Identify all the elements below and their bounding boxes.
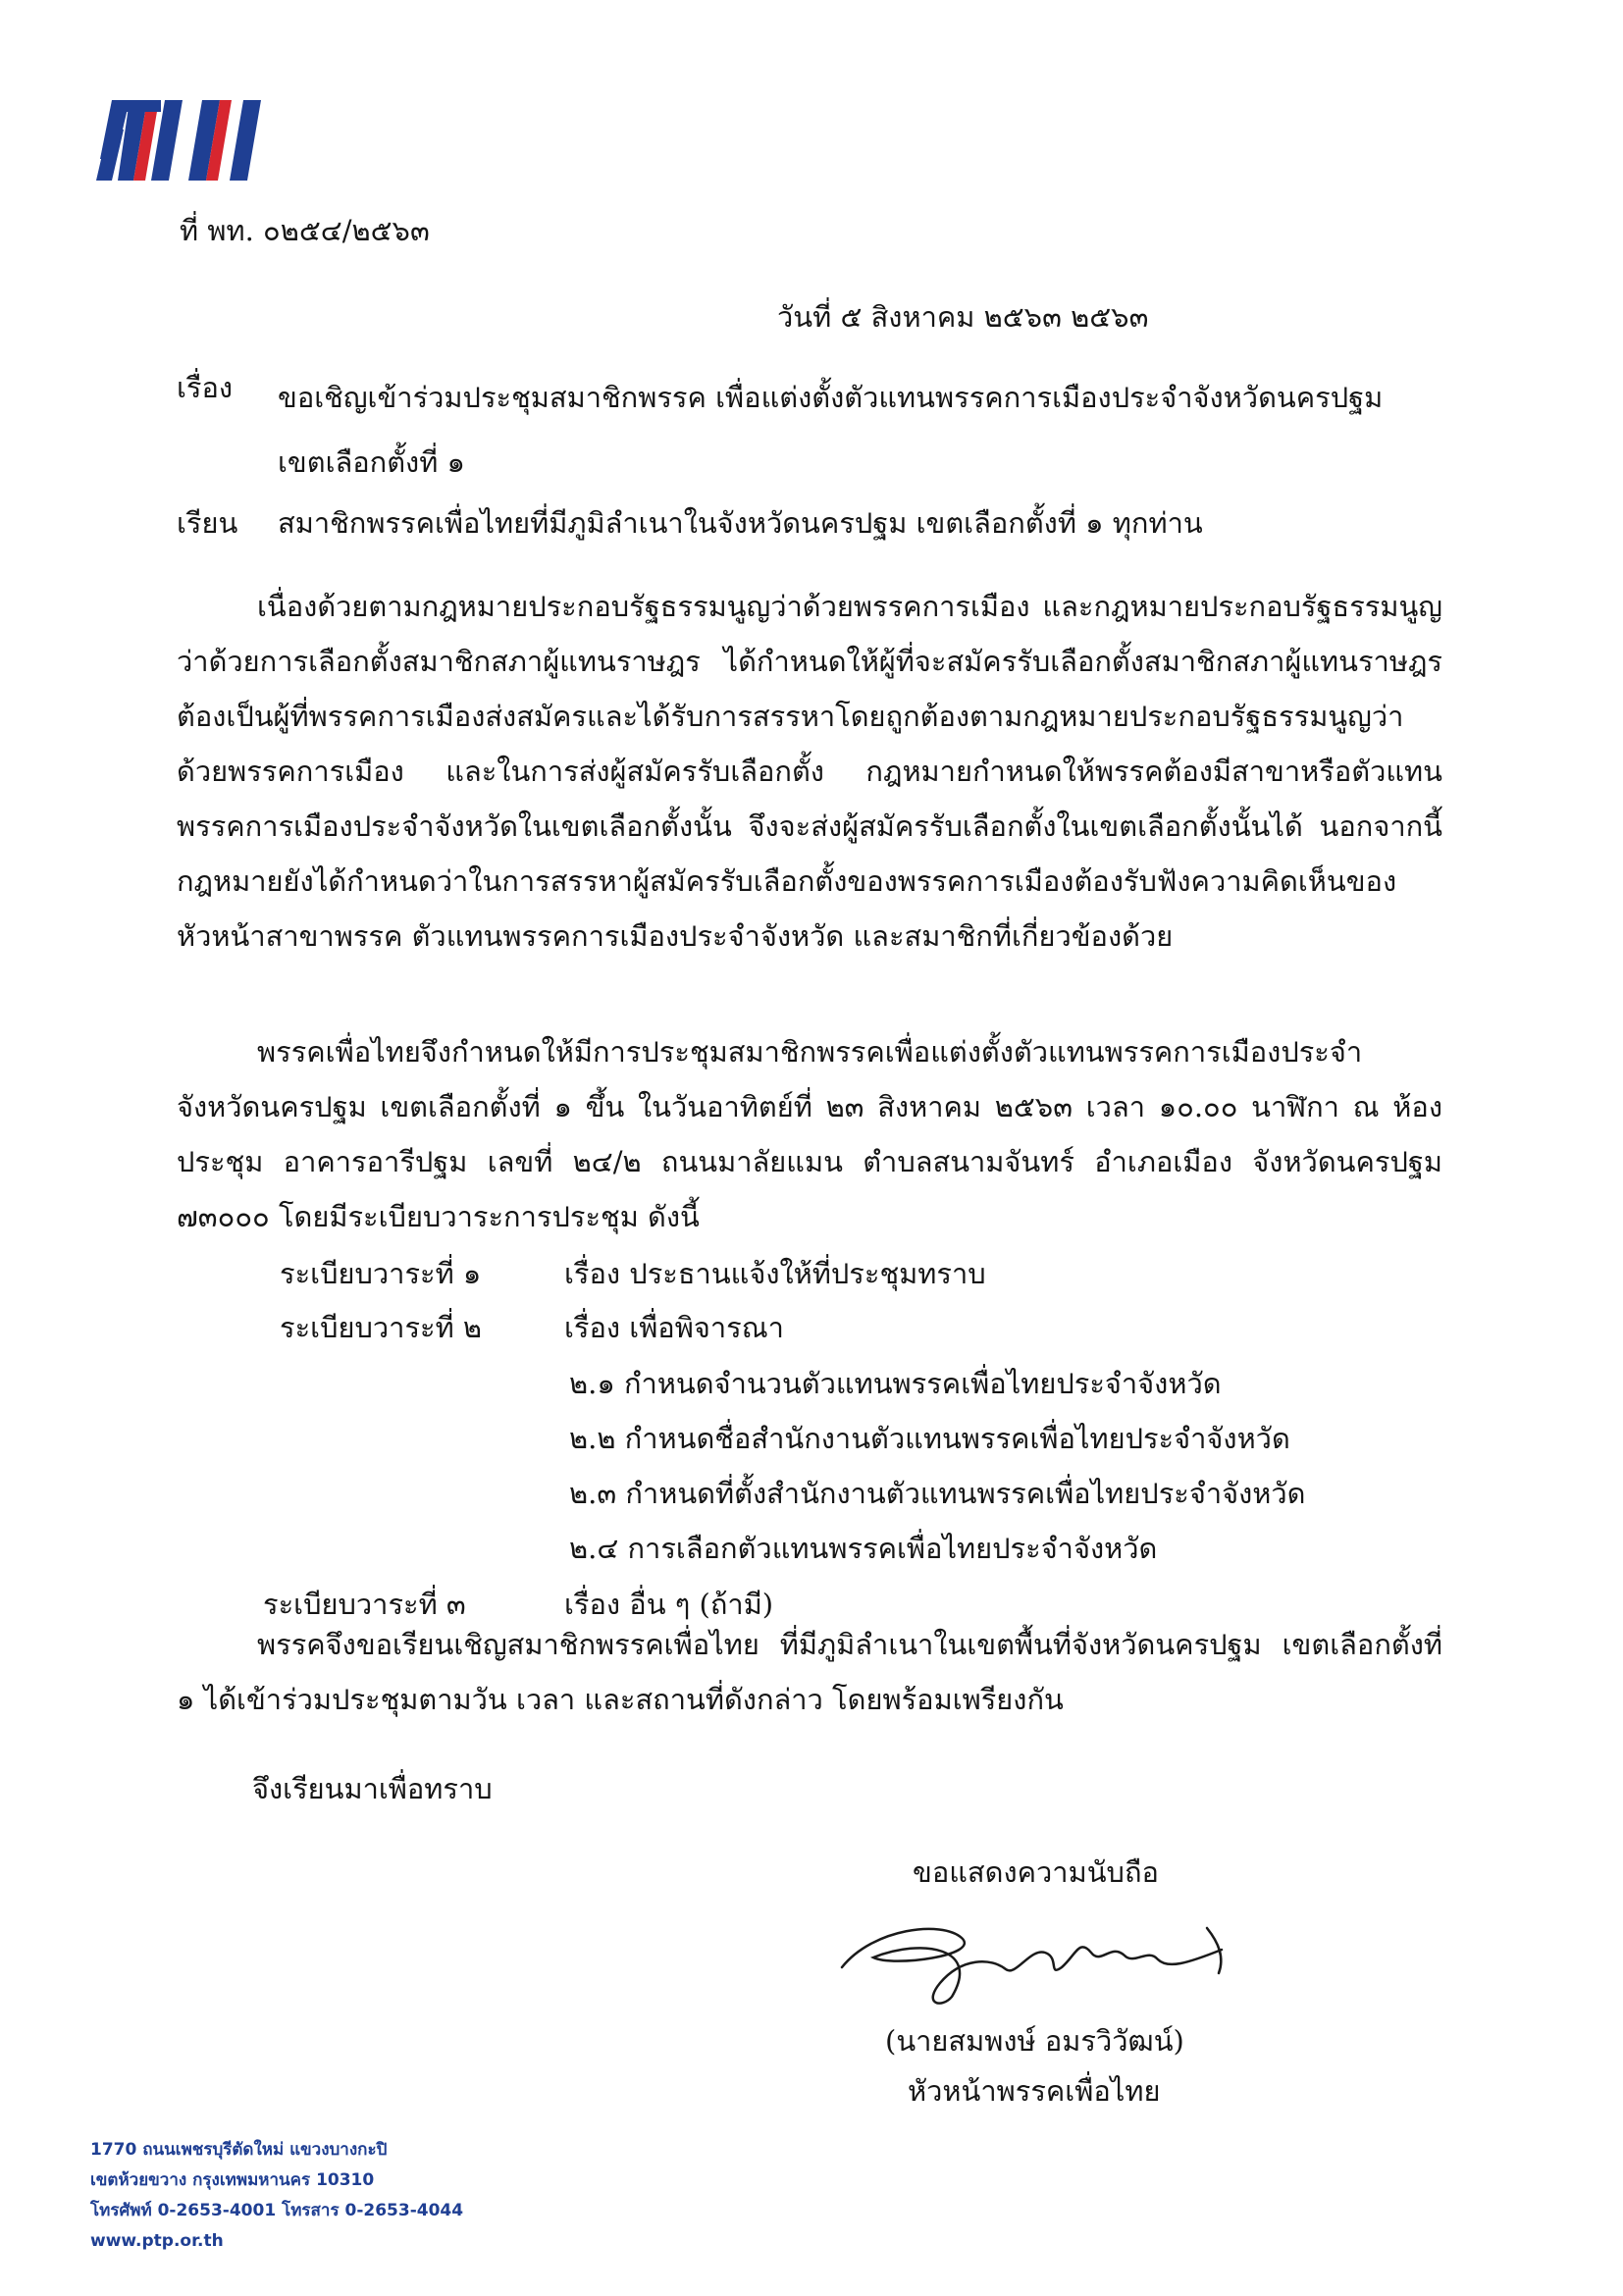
- paragraph-3: พรรคจึงขอเรียนเชิญสมาชิกพรรคเพื่อไทย ที่มีภูมิลำเนาในเขตพื้นที่จังหวัดนครปฐม เขตเลือกตั้งที่ ๑ ได้เข้าร่วมประชุมตามวัน เวลา และสถานที่ดังกล่าว โดยพร้อมเพรียงกัน: [177, 1628, 1442, 1716]
- subject-line: ขอเชิญเข้าร่วมประชุมสมาชิกพรรค เพื่อแต่งตั้งตัวแทนพรรคการเมืองประจำจังหวัดนครปฐม: [278, 381, 1384, 414]
- footer-line: 1770 ถนนเพชรบุรีตัดใหม่ แขวงบางกะปิ: [90, 2140, 388, 2160]
- subject-text: [278, 365, 1455, 495]
- agenda-subitem: ๒.๒ กำหนดชื่อสำนักงานตัวแทนพรรคเพื่อไทยประจำจังหวัด: [569, 1422, 1290, 1455]
- closing-line: จึงเรียนมาเพื่อทราบ: [252, 1772, 493, 1805]
- agenda-subitem: ๒.๔ การเลือกตัวแทนพรรคเพื่อไทยประจำจังหวัด: [569, 1532, 1158, 1565]
- agenda-subject: เรื่อง อื่น ๆ (ถ้ามี): [564, 1588, 774, 1621]
- recipient-text: สมาชิกพรรคเพื่อไทยที่มีภูมิลำเนาในจังหวัดนครปฐม เขตเลือกตั้งที่ ๑ ทุกท่าน: [278, 506, 1203, 540]
- paragraph-2: พรรคเพื่อไทยจึงกำหนดให้มีการประชุมสมาชิกพรรคเพื่อแต่งตั้งตัวแทนพรรคการเมืองประจำจังหวัดนครปฐม เขตเลือกตั้งที่ ๑ ขึ้น ในวันอาทิตย์ที่ ๒๓ สิงหาคม ๒๕๖๓ เวลา ๑๐.๐๐ นาฬิกา ณ ห้องประชุม อาคารอารีปฐม เลขที่ ๒๔/๒ ถนนมาลัยแมน ตำบลสนามจันทร์ อำเภอเมือง จังหวัดนครปฐม ๗๓๐๐๐ โดยมีระเบียบวาระการประชุม ดังนี้: [177, 1035, 1442, 1233]
- signatory-position: หัวหน้าพรรคเพื่อไทย: [908, 2074, 1161, 2108]
- agenda-subitem: ๒.๑ กำหนดจำนวนตัวแทนพรรคเพื่อไทยประจำจังหวัด: [569, 1367, 1222, 1400]
- agenda-subject: เรื่อง เพื่อพิจารณา: [564, 1311, 784, 1344]
- subject-line: เขตเลือกตั้งที่ ๑: [278, 445, 465, 479]
- reference-number: ที่ พท. ๐๒๕๔/๒๕๖๓: [180, 214, 430, 247]
- footer-line: เขตห้วยขวาง กรุงเทพมหานคร 10310: [90, 2170, 375, 2190]
- paragraph-1: เนื่องด้วยตามกฎหมายประกอบรัฐธรรมนูญว่าด้วยพรรคการเมือง และกฎหมายประกอบรัฐธรรมนูญว่าด้วยการเลือกตั้งสมาชิกสภาผู้แทนราษฎร ได้กำหนดให้ผู้ที่จะสมัครรับเลือกตั้งสมาชิกสภาผู้แทนราษฎรต้องเป็นผู้ที่พรรคการเมืองส่งสมัครและได้รับการสรรหาโดยถูกต้องตามกฎหมายประกอบรัฐธรรมนูญว่าด้วยพรรคการเมือง และในการส่งผู้สมัครรับเลือกตั้ง กฎหมายกำหนดให้พรรคต้องมีสาขาหรือตัวแทนพรรคการเมืองประจำจังหวัดในเขตเลือกตั้งนั้น จึงจะส่งผู้สมัครรับเลือกตั้งในเขตเลือกตั้งนั้นได้ นอกจากนี้กฎหมายยังได้กำหนดว่าในการสรรหาผู้สมัครรับเลือกตั้งของพรรคการเมืองต้องรับฟังความคิดเห็นของหัวหน้าสาขาพรรค ตัวแทนพรรคการเมืองประจำจังหวัด และสมาชิกที่เกี่ยวข้องด้วย: [177, 590, 1442, 953]
- footer-line: โทรศัพท์ 0-2653-4001 โทรสาร 0-2653-4044: [90, 2201, 464, 2220]
- agenda-label: ระเบียบวาระที่ ๑: [280, 1257, 482, 1290]
- signature: [834, 1899, 1236, 2016]
- signature-icon: [834, 1899, 1236, 2016]
- agenda-label: ระเบียบวาระที่ ๒: [280, 1311, 483, 1344]
- recipient-label: เรียน: [177, 506, 238, 540]
- agenda-subject: เรื่อง ประธานแจ้งให้ที่ประชุมทราบ: [564, 1257, 986, 1290]
- footer-website: www.ptp.or.th: [90, 2231, 224, 2251]
- complimentary-close: ขอแสดงความนับถือ: [913, 1855, 1159, 1889]
- ptp-logo-icon: [86, 90, 271, 184]
- subject-label: เรื่อง: [177, 371, 234, 404]
- party-logo: [86, 90, 271, 184]
- footer-address: [90, 2135, 463, 2257]
- signatory-name: (นายสมพงษ์ อมรวิวัฒน์): [885, 2024, 1184, 2058]
- agenda-subitem: ๒.๓ กำหนดที่ตั้งสำนักงานตัวแทนพรรคเพื่อไทยประจำจังหวัด: [569, 1477, 1306, 1510]
- agenda-label: ระเบียบวาระที่ ๓: [263, 1588, 466, 1621]
- letter-date: วันที่ ๕ สิงหาคม ๒๕๖๓ ๒๕๖๓: [777, 300, 1149, 334]
